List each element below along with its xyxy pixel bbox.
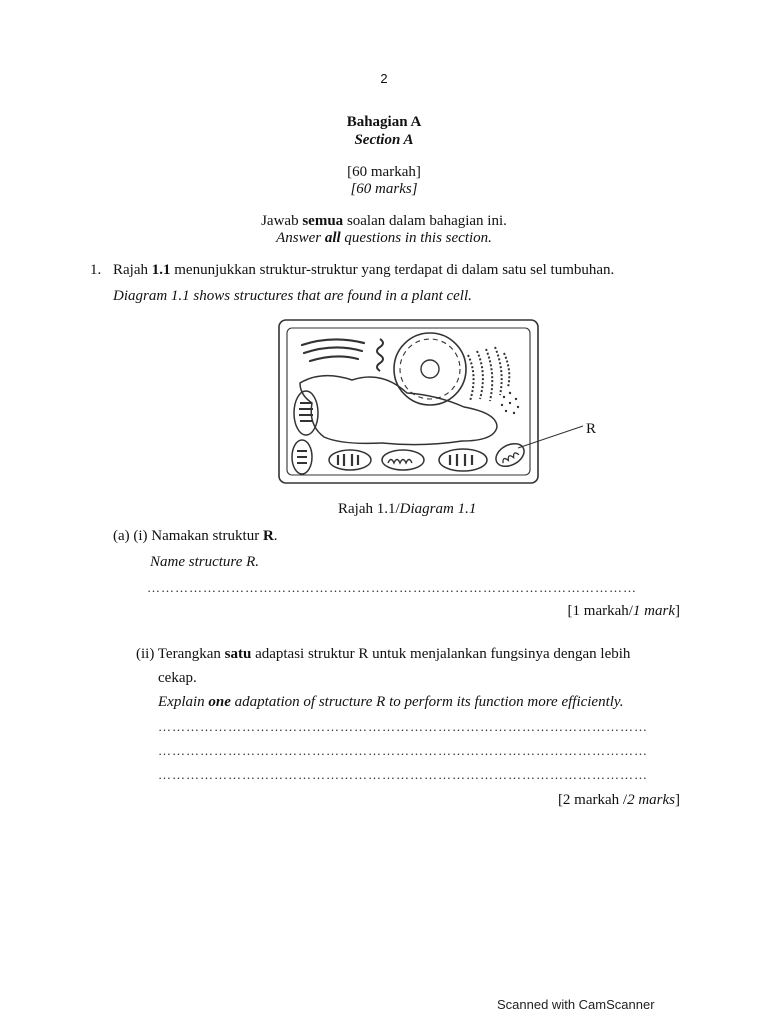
part-a-ii-en: Explain one adaptation of structure R to perform its function more efficiently. <box>158 694 624 710</box>
question-number: 1. <box>90 262 102 278</box>
label-r: R <box>586 421 597 437</box>
part-a-i-ms: (a) (i) Namakan struktur R. <box>113 528 278 544</box>
instruction-en: Answer all questions in this section. <box>276 230 492 246</box>
plant-cell-diagram <box>272 315 612 490</box>
section-title-ms: Bahagian A <box>346 114 422 130</box>
part-a-ii-ms-cont: cekap. <box>158 670 197 686</box>
question-stem-en: Diagram 1.1 shows structures that are found in a plant cell. <box>113 288 472 304</box>
answer-line-a-i[interactable]: …………………………………………………………………………………………… <box>147 580 637 595</box>
page-number: 2 <box>380 71 388 86</box>
diagram-caption: Rajah 1.1/Diagram 1.1 <box>338 501 477 517</box>
section-title-en: Section A <box>354 132 414 148</box>
marks-a-i: [1 markah/1 mark] <box>567 603 680 619</box>
cell-wall <box>279 320 538 483</box>
marks-a-ii: [2 markah /2 marks] <box>557 792 680 808</box>
answer-line-a-ii-1[interactable]: …………………………………………………………………………………………… <box>158 719 648 734</box>
section-marks-en: [60 marks] <box>350 181 418 197</box>
question-stem-ms: Rajah 1.1 menunjukkan struktur-struktur yang terdapat di dalam satu sel tumbuhan. <box>113 262 615 278</box>
part-a-ii-ms: (ii) Terangkan satu adaptasi struktur R untuk menjalankan fungsinya dengan lebih <box>136 646 631 662</box>
scanner-watermark: Scanned with CamScanner <box>497 997 655 1012</box>
section-marks-ms: [60 markah] <box>347 164 421 180</box>
instruction-ms: Jawab semua soalan dalam bahagian ini. <box>261 213 507 229</box>
answer-line-a-ii-2[interactable]: …………………………………………………………………………………………… <box>158 743 648 758</box>
answer-line-a-ii-3[interactable]: …………………………………………………………………………………………… <box>158 767 648 782</box>
part-a-i-en: Name structure R. <box>150 554 260 570</box>
